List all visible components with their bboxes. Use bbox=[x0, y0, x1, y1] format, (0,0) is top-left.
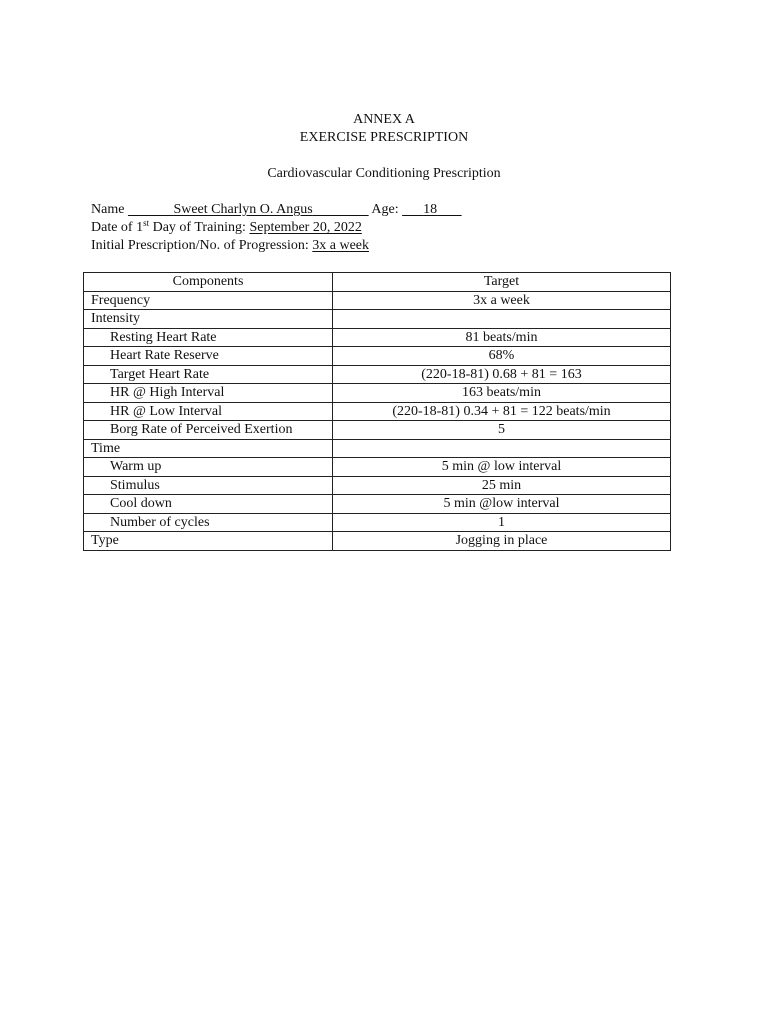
target-cell: 5 bbox=[333, 421, 671, 440]
annex-heading: ANNEX A bbox=[353, 112, 415, 127]
component-cell: Frequency bbox=[84, 291, 333, 310]
table-row bbox=[84, 291, 671, 310]
component-cell: HR @ High Interval bbox=[84, 384, 333, 403]
initial-prescription-value: 3x a week bbox=[312, 238, 370, 253]
name-value: Sweet Charlyn O. Angus bbox=[173, 202, 313, 217]
component-cell: Borg Rate of Perceived Exertion bbox=[84, 421, 333, 440]
table-row bbox=[84, 384, 671, 403]
target-cell: 3x a week bbox=[333, 291, 671, 310]
date-label: Date of 1st Day of Training: bbox=[91, 218, 246, 235]
age-value: 18 bbox=[423, 202, 438, 217]
initial-prescription-label: Initial Prescription/No. of Progression: bbox=[91, 238, 309, 253]
table-row bbox=[84, 495, 671, 514]
date-line bbox=[91, 219, 362, 237]
component-cell: Resting Heart Rate bbox=[84, 328, 333, 347]
target-cell: 68% bbox=[333, 347, 671, 366]
table-header-row bbox=[84, 273, 671, 292]
name-label: Name bbox=[91, 202, 125, 217]
target-cell bbox=[333, 310, 671, 329]
target-cell: Jogging in place bbox=[333, 532, 671, 551]
table-row bbox=[84, 532, 671, 551]
name-line bbox=[91, 201, 462, 219]
component-cell: Target Heart Rate bbox=[84, 365, 333, 384]
table-row bbox=[84, 365, 671, 384]
component-cell: Heart Rate Reserve bbox=[84, 347, 333, 366]
component-cell: Intensity bbox=[84, 310, 333, 329]
target-cell: 163 beats/min bbox=[333, 384, 671, 403]
table-row bbox=[84, 476, 671, 495]
table-row bbox=[84, 310, 671, 329]
table-row bbox=[84, 458, 671, 477]
component-cell: Time bbox=[84, 439, 333, 458]
document-subtitle: Cardiovascular Conditioning Prescription bbox=[267, 166, 501, 181]
target-cell: 25 min bbox=[333, 476, 671, 495]
table-row bbox=[84, 421, 671, 440]
header-components: Components bbox=[84, 273, 333, 292]
age-label: Age: bbox=[371, 202, 399, 217]
date-value: September 20, 2022 bbox=[249, 220, 362, 235]
initial-prescription-line bbox=[91, 237, 369, 255]
target-cell: 1 bbox=[333, 513, 671, 532]
component-cell: Number of cycles bbox=[84, 513, 333, 532]
target-cell: 5 min @ low interval bbox=[333, 458, 671, 477]
target-cell: 81 beats/min bbox=[333, 328, 671, 347]
component-cell: Cool down bbox=[84, 495, 333, 514]
table-row bbox=[84, 439, 671, 458]
target-cell: 5 min @low interval bbox=[333, 495, 671, 514]
table-row bbox=[84, 402, 671, 421]
table-row bbox=[84, 513, 671, 532]
prescription-table bbox=[83, 272, 671, 551]
table-row bbox=[84, 328, 671, 347]
header-target: Target bbox=[333, 273, 671, 292]
component-cell: Type bbox=[84, 532, 333, 551]
target-cell: (220-18-81) 0.34 + 81 = 122 beats/min bbox=[333, 402, 671, 421]
table-row bbox=[84, 347, 671, 366]
component-cell: HR @ Low Interval bbox=[84, 402, 333, 421]
target-cell: (220-18-81) 0.68 + 81 = 163 bbox=[333, 365, 671, 384]
document-title: EXERCISE PRESCRIPTION bbox=[299, 130, 469, 145]
target-cell bbox=[333, 439, 671, 458]
component-cell: Stimulus bbox=[84, 476, 333, 495]
component-cell: Warm up bbox=[84, 458, 333, 477]
